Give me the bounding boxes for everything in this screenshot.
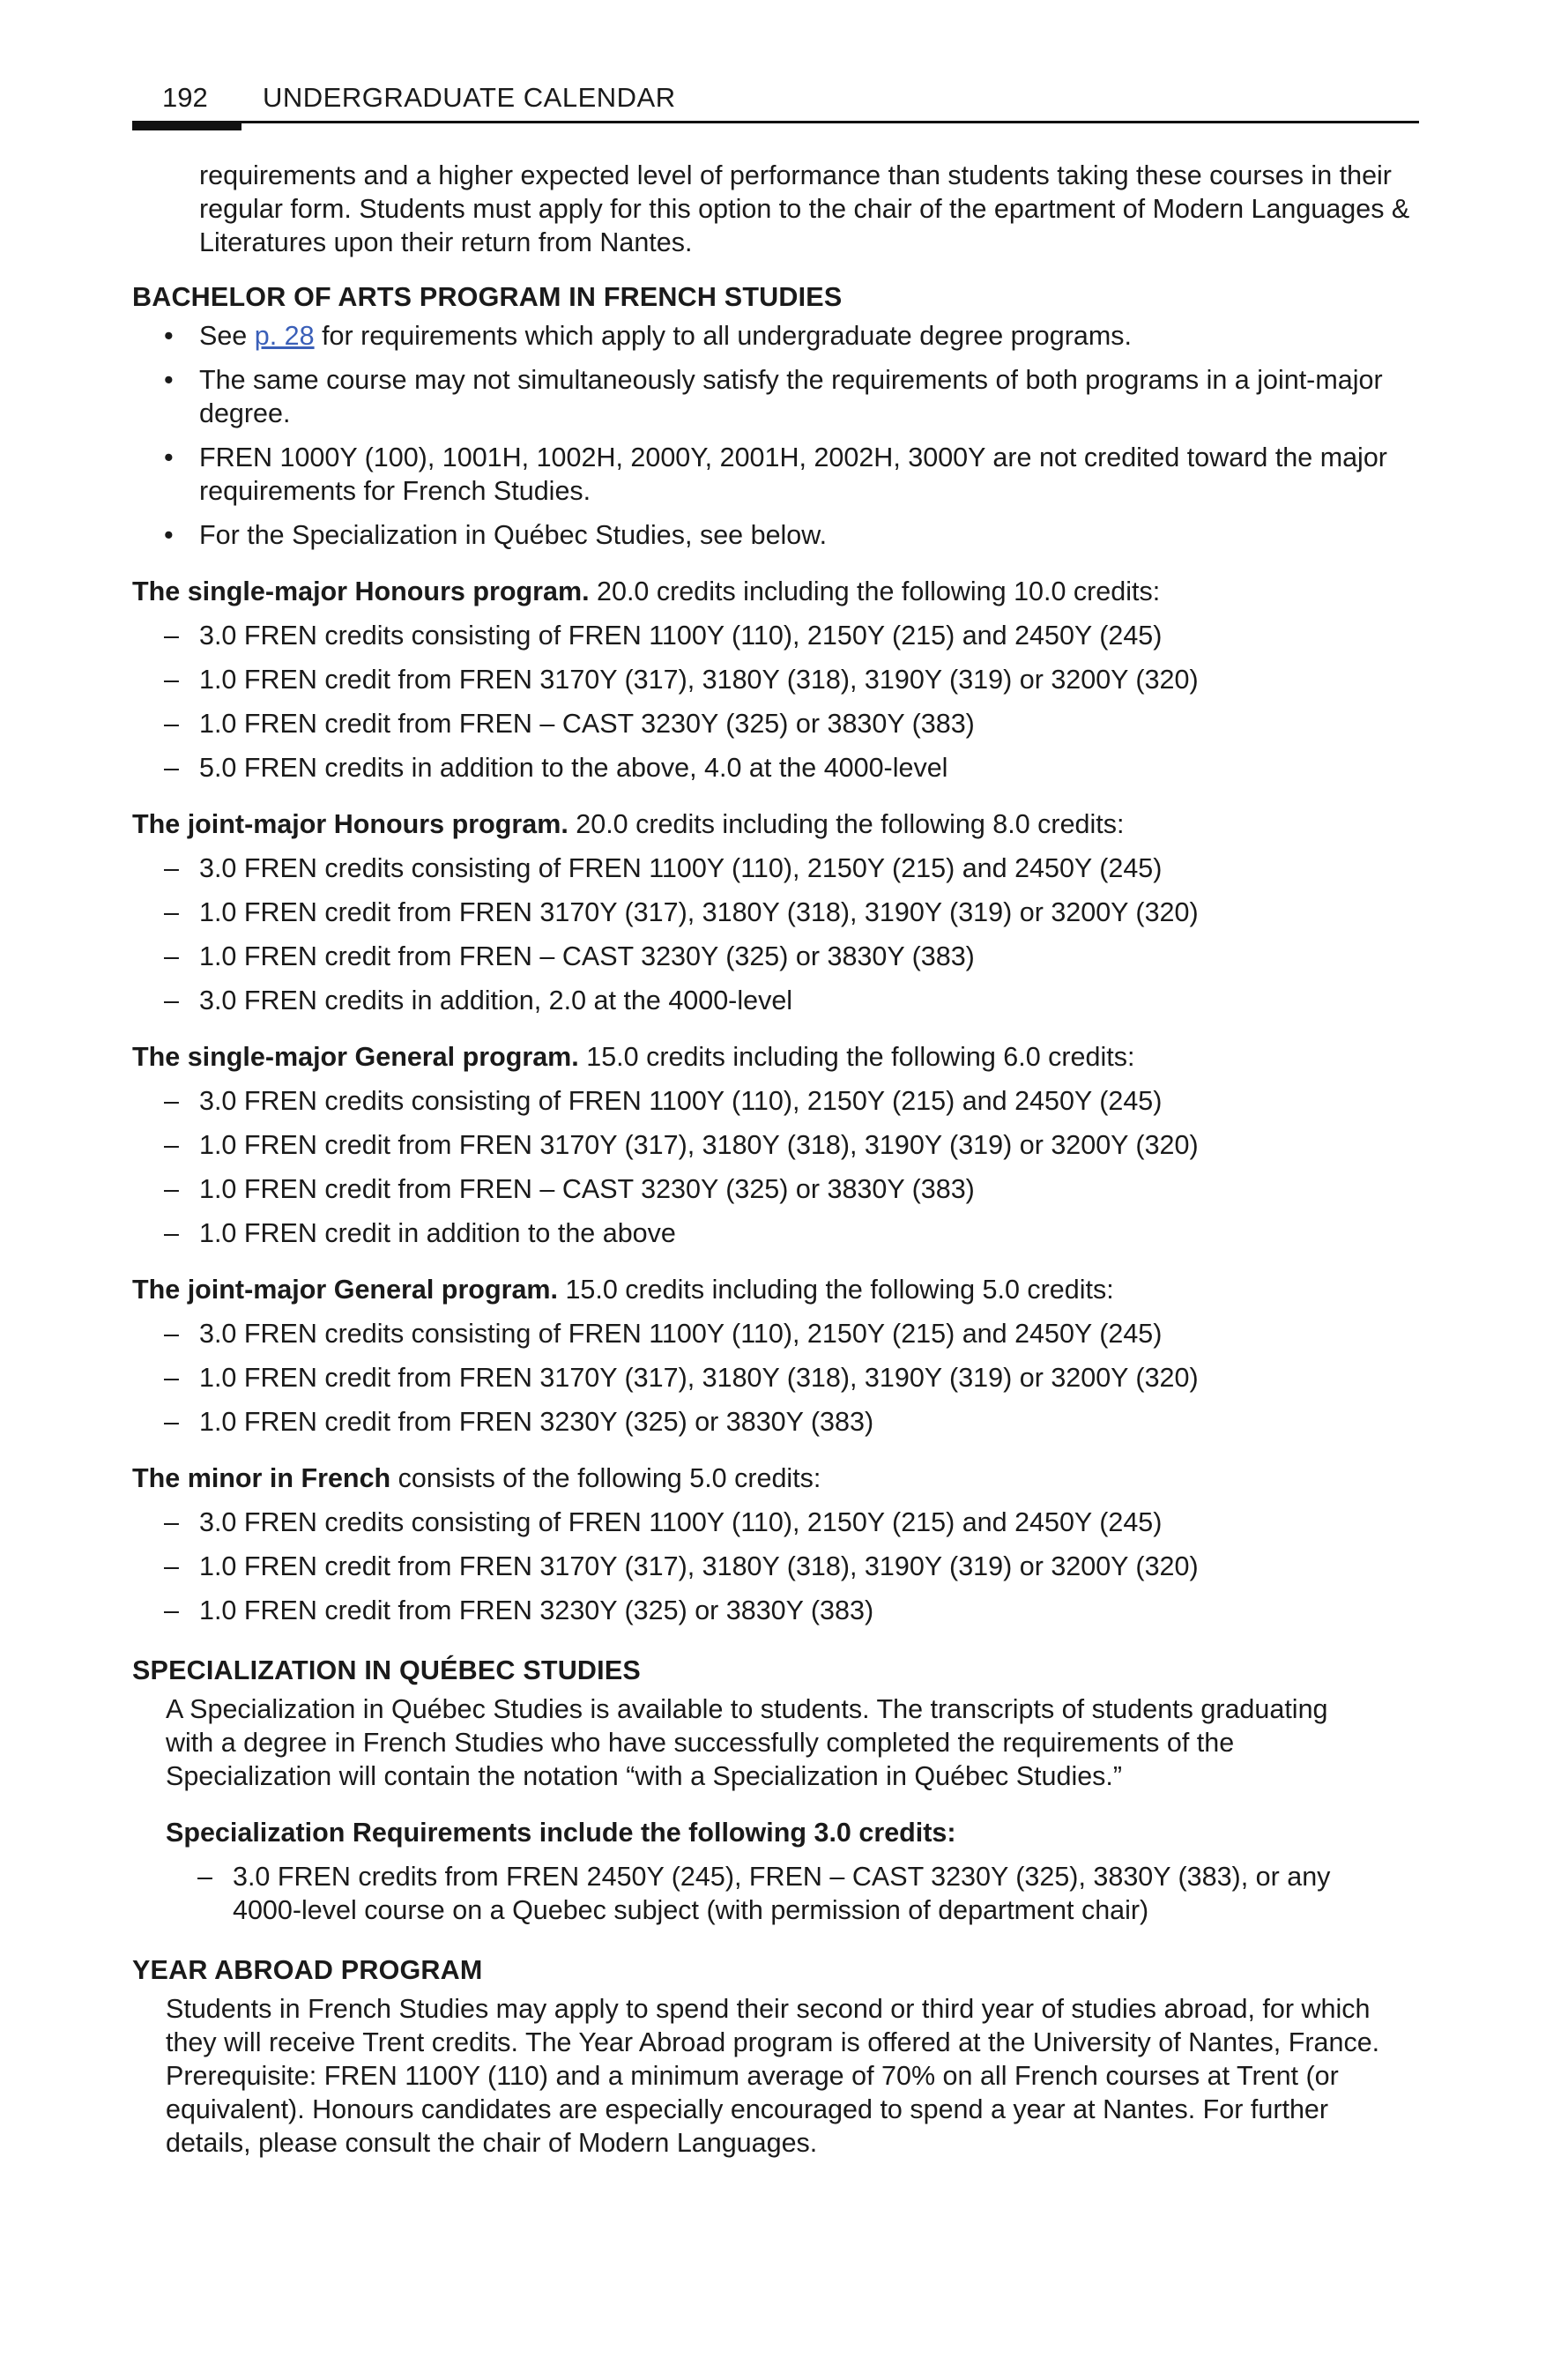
year-abroad-heading: YEAR ABROAD PROGRAM [132,1955,483,1985]
requirement-list [132,852,1419,1017]
dash-mark: – [164,1174,179,1204]
requirement-text: 1.0 FREN credit from FREN 3170Y (317), 3180Y (318), 3190Y (319) or 3200Y (320) [199,665,1199,695]
requirement-text: 1.0 FREN credit from FREN – CAST 3230Y (325) or 3830Y (383) [199,941,975,971]
program-description: 15.0 credits including the following 5.0 credits: [558,1275,1114,1305]
bullet-text: The same course may not simultaneously satisfy the requirements of both programs in a joint-major degree. [199,365,1383,428]
list-item [132,363,1407,430]
bullet-text: FREN 1000Y (100), 1001H, 1002H, 2000Y, 2001H, 2002H, 3000Y are not credited toward the major requirements for French Studies. [199,443,1387,506]
quebec-section-heading: SPECIALIZATION IN QUÉBEC STUDIES [132,1655,641,1685]
list-item [132,1216,1419,1250]
requirement-text: 3.0 FREN credits consisting of FREN 1100Y (110), 2150Y (215) and 2450Y (245) [199,853,1163,883]
dash-mark: – [164,985,179,1015]
list-item [132,1506,1419,1539]
list-item [132,1361,1419,1395]
page-number: 192 [162,82,208,113]
ba-section-heading: BACHELOR OF ARTS PROGRAM IN FRENCH STUDIES [132,282,843,312]
dash-mark: – [164,853,179,883]
requirement-list [132,1506,1419,1627]
quebec-section [166,1692,1382,1927]
program-block [132,1273,1419,1439]
requirement-text: 3.0 FREN credits consisting of FREN 1100Y (110), 2150Y (215) and 2450Y (245) [199,1319,1163,1349]
program-lead [132,1273,1419,1306]
header-rule [132,121,1419,123]
dash-mark: – [164,1130,179,1160]
list-item [132,319,1407,353]
list-item [132,663,1419,696]
dash-mark: – [164,1507,179,1537]
program-block [132,1040,1419,1250]
dash-mark: – [164,1218,179,1248]
requirement-text: 5.0 FREN credits in addition to the above, 4.0 at the 4000-level [199,753,948,783]
list-item [132,984,1419,1017]
requirement-text: 3.0 FREN credits consisting of FREN 1100Y (110), 2150Y (215) and 2450Y (245) [199,621,1163,651]
dash-mark: – [164,1319,179,1349]
program-lead [132,575,1419,608]
program-lead [132,1461,1419,1495]
running-title: UNDERGRADUATE CALENDAR [263,82,676,113]
program-lead [132,1040,1419,1074]
year-abroad-section [166,1992,1382,2160]
program-description: 20.0 credits including the following 8.0 credits: [568,809,1125,839]
list-item [132,896,1419,929]
program-description: 15.0 credits including the following 6.0 credits: [578,1042,1135,1072]
list-item [132,707,1419,740]
requirement-text: 3.0 FREN credits consisting of FREN 1100Y (110), 2150Y (215) and 2450Y (245) [199,1086,1163,1116]
bullet-mark: • [164,520,174,550]
intro-paragraph: requirements and a higher expected level of performance than students taking these courses in their regular form. Students must apply for this option to the chair of the epartment of Modern Languages & Literatures upon their return from Nantes. [199,160,1410,257]
list-item [132,1317,1419,1350]
list-item [132,751,1419,785]
list-item [132,1084,1419,1118]
list-item [132,1594,1419,1627]
list-item [132,1128,1419,1162]
dash-mark: – [197,1862,212,1892]
program-title: The joint-major General program. [132,1275,558,1305]
dash-mark: – [164,941,179,971]
list-item [132,852,1419,885]
page-content [132,159,1419,2160]
dash-mark: – [164,709,179,739]
quebec-body: A Specialization in Québec Studies is available to students. The transcripts of students graduating with a degree in French Studies who have successfully completed the requirements of the Specialization will contain the notation “with a Specialization in Québec Studies.” [166,1694,1328,1791]
dash-mark: – [164,1363,179,1393]
list-item [132,940,1419,973]
program-description: 20.0 credits including the following 10.0 credits: [589,576,1161,606]
bullet-text: See [199,321,255,351]
program-title: The joint-major Honours program. [132,809,568,839]
bullet-mark: • [164,321,174,351]
dash-mark: – [164,1086,179,1116]
list-item [132,1405,1419,1439]
requirement-text: 1.0 FREN credit from FREN 3170Y (317), 3180Y (318), 3190Y (319) or 3200Y (320) [199,1363,1199,1393]
dash-mark: – [164,753,179,783]
dash-mark: – [164,1595,179,1625]
requirement-list [132,1084,1419,1250]
bullet-text: For the Specialization in Québec Studies, see below. [199,520,828,550]
list-item [132,441,1407,508]
program-block [132,1461,1419,1627]
program-description: consists of the following 5.0 credits: [390,1463,821,1493]
requirement-text: 1.0 FREN credit from FREN – CAST 3230Y (325) or 3830Y (383) [199,1174,975,1204]
requirement-text: 3.0 FREN credits consisting of FREN 1100Y (110), 2150Y (215) and 2450Y (245) [199,1507,1163,1537]
year-abroad-body: Students in French Studies may apply to spend their second or third year of studies abroad, for which they will receive Trent credits. The Year Abroad program is offered at the University of Nantes, France. Prerequisite: FREN 1100Y (110) and a minimum average of 70% on all French courses at Trent (or equivalent). Honours candidates are especially encouraged to spend a year at Nantes. For further details, please consult the chair of Modern Languages. [166,1994,1380,2158]
bullet-text: for requirements which apply to all undergraduate degree programs. [314,321,1132,351]
page-header [132,81,1419,123]
list-item [132,518,1407,552]
requirement-text: 3.0 FREN credits in addition, 2.0 at the 4000-level [199,985,793,1015]
requirement-text: 1.0 FREN credit from FREN 3170Y (317), 3180Y (318), 3190Y (319) or 3200Y (320) [199,897,1199,927]
quebec-requirement-list [166,1860,1382,1927]
quebec-requirements-heading: Specialization Requirements include the following 3.0 credits: [166,1818,956,1848]
program-title: The single-major General program. [132,1042,579,1072]
bullet-mark: • [164,365,174,395]
program-block [132,807,1419,1017]
list-item [132,619,1419,652]
dash-mark: – [164,1407,179,1437]
list-item [166,1860,1382,1927]
requirement-text: 1.0 FREN credit from FREN 3230Y (325) or 3830Y (383) [199,1595,874,1625]
page-reference-link[interactable]: p. 28 [254,321,315,351]
program-block [132,575,1419,785]
requirement-list [132,619,1419,785]
dash-mark: – [164,621,179,651]
program-lead [132,807,1419,841]
requirement-text: 1.0 FREN credit from FREN 3230Y (325) or 3830Y (383) [199,1407,874,1437]
requirement-text: 1.0 FREN credit in addition to the above [199,1218,676,1248]
requirement-text: 1.0 FREN credit from FREN – CAST 3230Y (325) or 3830Y (383) [199,709,975,739]
list-item [132,1550,1419,1583]
list-item [132,1172,1419,1206]
dash-mark: – [164,1551,179,1581]
requirement-text: 1.0 FREN credit from FREN 3170Y (317), 3180Y (318), 3190Y (319) or 3200Y (320) [199,1130,1199,1160]
requirement-text: 1.0 FREN credit from FREN 3170Y (317), 3180Y (318), 3190Y (319) or 3200Y (320) [199,1551,1199,1581]
dash-mark: – [164,897,179,927]
program-title: The single-major Honours program. [132,576,590,606]
requirement-list [132,1317,1419,1439]
program-title: The minor in French [132,1463,391,1493]
requirement-text: 3.0 FREN credits from FREN 2450Y (245), FREN – CAST 3230Y (325), 3830Y (383), or any 4000-level course on a Quebec subject (with permission of department chair) [233,1862,1331,1925]
dash-mark: – [164,665,179,695]
ba-bullet-list [132,319,1419,552]
header-rule-accent [132,121,241,130]
bullet-mark: • [164,443,174,472]
